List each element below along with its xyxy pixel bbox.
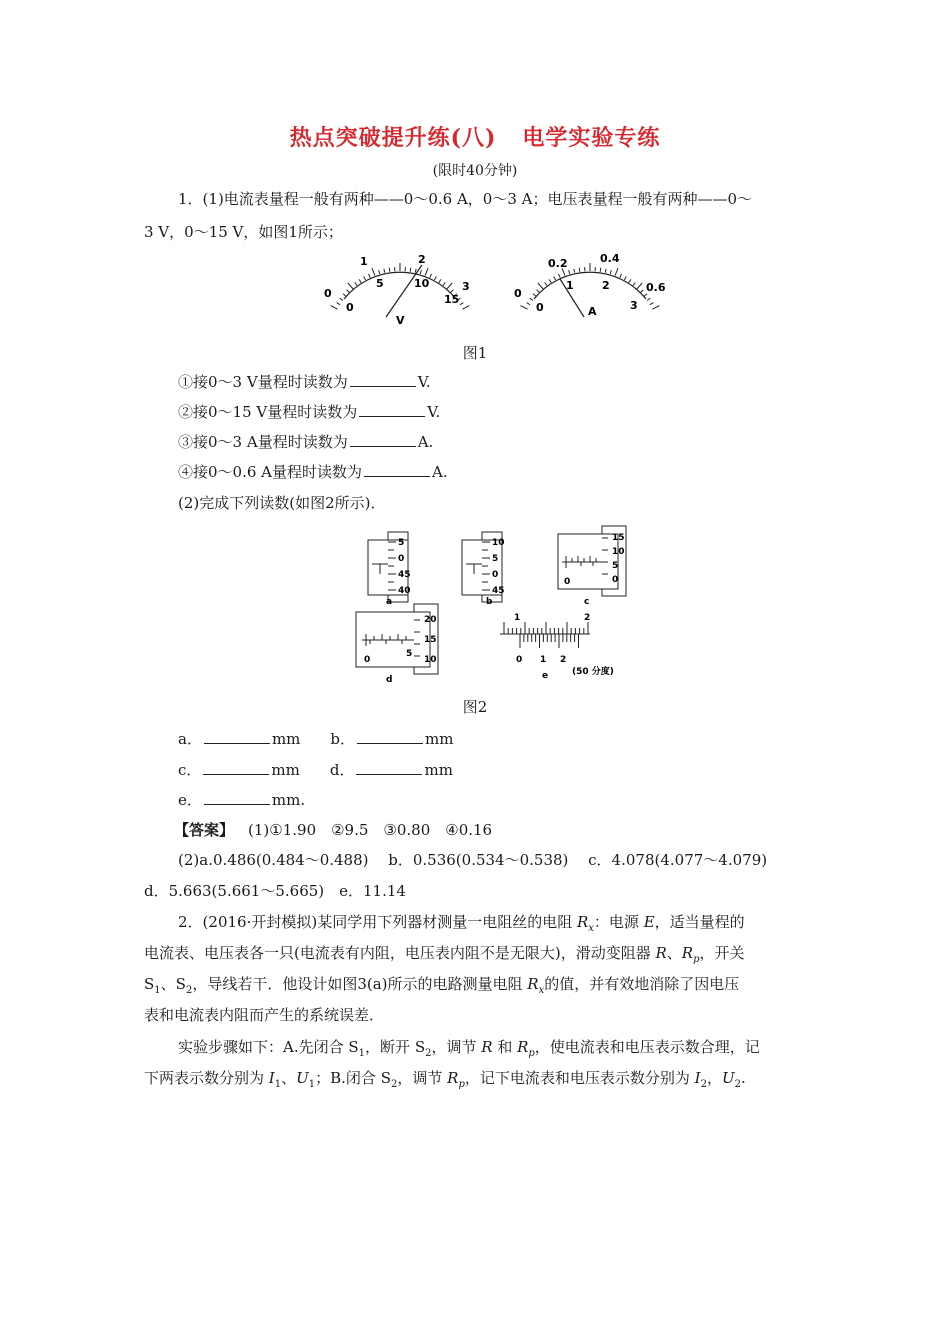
volt-top-tick-1: 1: [360, 255, 368, 268]
dial-tick: [559, 274, 561, 278]
micrometer-a-label: a: [386, 597, 393, 607]
voltmeter-dial: [324, 253, 470, 327]
svg-text:5: 5: [398, 538, 405, 548]
micrometer-b-label: b: [486, 597, 493, 607]
dial-tick: [530, 298, 533, 300]
svg-text:0: 0: [364, 655, 371, 665]
dial-tick: [624, 277, 626, 281]
dial-tick: [379, 270, 380, 274]
q2-line-1: 2．(2016·开封模拟)某同学用下列器材测量一电阻丝的电阻 $R_x$：电源 E，适当量程的: [178, 913, 745, 934]
dial-tick: [460, 303, 463, 305]
dial-tick: [434, 277, 436, 281]
svg-text:5: 5: [406, 649, 413, 659]
dial-tick: [605, 269, 606, 273]
dial-tick: [410, 268, 411, 272]
q2-line-5: 实验步骤如下：A.先闭合 $S_1$，断开 $S_2$，调节 R 和 $R_p$，使电流表和电压表示数合理，记: [178, 1038, 760, 1059]
svg-text:0: 0: [612, 575, 619, 585]
dial-tick: [650, 303, 653, 305]
volt-top-tick-3: 3: [462, 280, 470, 293]
answer-blank-4[interactable]: [364, 462, 430, 477]
answer-blank-a[interactable]: [204, 729, 270, 744]
dial-tick: [637, 283, 642, 289]
answer-blank-2[interactable]: [359, 402, 425, 417]
volt-unit: V: [396, 314, 405, 327]
svg-text:1: 1: [514, 613, 521, 623]
amp-bottom-tick-0: 0: [536, 301, 544, 314]
figure-1-caption: 图1: [462, 344, 488, 362]
svg-text:10: 10: [492, 538, 505, 548]
dial-tick: [364, 277, 366, 281]
svg-text:45: 45: [492, 586, 505, 596]
amp-bottom-tick-3: 3: [630, 299, 638, 312]
dial-tick: [647, 298, 650, 300]
svg-text:10: 10: [612, 547, 625, 557]
dial-tick: [527, 303, 530, 305]
dial-tick: [347, 290, 350, 293]
title-main: 热点突破提升练(八): [289, 125, 497, 151]
volt-bottom-tick-10: 10: [414, 277, 430, 290]
volt-top-tick-2: 2: [418, 253, 426, 266]
micrometer-c: [558, 526, 626, 607]
dial-tick: [537, 290, 540, 293]
q1-intro-line2: 3 V，0～15 V，如图1所示；: [144, 223, 343, 241]
micrometer-c-label: c: [584, 597, 590, 607]
dial-tick: [620, 274, 622, 278]
page-title: [0, 121, 950, 152]
figure-2-caption: 图2: [462, 698, 488, 716]
micrometer-b: [462, 532, 505, 607]
dial-tick: [615, 268, 618, 275]
svg-text:5: 5: [612, 561, 619, 571]
dial-tick: [430, 274, 432, 278]
dial-tick: [355, 283, 358, 286]
volt-bottom-tick-5: 5: [376, 277, 384, 290]
volt-bottom-tick-0: 0: [346, 301, 354, 314]
answer-line-1: 【答案】 (1)①1.90 ②9.5 ③0.80 ④0.16: [174, 821, 493, 839]
svg-text:2: 2: [584, 613, 591, 623]
svg-text:40: 40: [398, 586, 411, 596]
dial-tick: [340, 298, 343, 300]
dial-tick: [644, 294, 647, 297]
dial-tick: [337, 303, 340, 305]
dial-tick: [331, 306, 338, 310]
dial-tick: [425, 268, 428, 275]
amp-top-tick-0: 0: [514, 287, 522, 300]
blank-row-e: e． mm.: [178, 791, 306, 809]
caliper-e-note: (50 分度): [572, 667, 614, 677]
dial-tick: [462, 306, 469, 310]
dial-tick: [343, 294, 346, 297]
time-limit: (限时40分钟): [432, 163, 518, 179]
svg-text:0: 0: [564, 577, 571, 587]
svg-text:2: 2: [560, 655, 567, 665]
answer-blank-c[interactable]: [203, 760, 269, 775]
svg-text:20: 20: [424, 615, 437, 625]
answer-blank-3[interactable]: [350, 432, 416, 447]
dial-tick: [600, 268, 601, 272]
svg-text:15: 15: [612, 533, 625, 543]
q1-item-2: ②接0～15 V量程时读数为 V.: [178, 403, 441, 421]
dial-tick: [574, 269, 575, 273]
answer-blank-1[interactable]: [350, 372, 416, 387]
figure-1-meters: [310, 245, 680, 335]
svg-text:0: 0: [398, 554, 405, 564]
q1-item-1: ①接0～3 V量程时读数为 V.: [178, 373, 431, 391]
answer-tag: 【答案】: [174, 821, 235, 839]
figure-2-instruments: [350, 522, 640, 687]
dial-tick: [521, 306, 528, 310]
svg-text:45: 45: [398, 570, 411, 580]
q1-item-3: ③接0～3 A量程时读数为 A.: [178, 433, 434, 451]
blank-row-ab: a． mm b． mm: [178, 730, 454, 748]
amp-top-tick-02: 0.2: [548, 257, 568, 270]
dial-tick: [533, 294, 536, 297]
svg-text:5: 5: [492, 554, 499, 564]
dial-tick: [348, 283, 353, 289]
dial-tick: [359, 279, 361, 282]
dial-tick: [569, 270, 570, 274]
q2-line-6: 下两表示数分别为 $I_1$、$U_1$；B.闭合 $S_2$，调节 $R_p$，记下电流表和电压表示数分别为 $I_2$，$U_2$.: [144, 1069, 746, 1090]
volt-top-tick-0: 0: [324, 287, 332, 300]
micrometer-d-label: d: [386, 675, 393, 685]
q2-line-3: $S_1$、$S_2$，导线若干．他设计如图3(a)所示的电路测量电阻 $R_x$的值，并有效地消除了因电压: [144, 975, 740, 996]
amp-bottom-tick-1: 1: [566, 279, 574, 292]
dial-tick: [420, 270, 421, 274]
dial-tick: [652, 306, 659, 310]
vernier-caliper-e: [500, 613, 614, 681]
svg-text:1: 1: [540, 655, 547, 665]
svg-text:10: 10: [424, 655, 437, 665]
answer-blank-e[interactable]: [204, 790, 270, 805]
answer-blank-d[interactable]: [356, 760, 422, 775]
dial-tick: [633, 283, 636, 286]
volt-bottom-tick-15: 15: [444, 293, 460, 306]
dial-tick: [579, 268, 580, 272]
amp-top-tick-06: 0.6: [646, 281, 666, 294]
dial-tick: [389, 268, 390, 272]
dial-tick: [439, 279, 441, 282]
dial-tick: [629, 279, 631, 282]
dial-tick: [372, 268, 375, 275]
blank-row-cd: c． mm d． mm: [178, 761, 453, 779]
dial-tick: [554, 277, 556, 281]
micrometer-a: [368, 532, 411, 607]
svg-text:15: 15: [424, 635, 437, 645]
micrometer-d: [356, 604, 438, 685]
svg-text:0: 0: [516, 655, 523, 665]
ammeter-dial: [514, 252, 666, 318]
amp-bottom-tick-2: 2: [602, 279, 610, 292]
amp-top-tick-04: 0.4: [600, 252, 620, 265]
answer-line-3: d．5.663(5.661～5.665) e．11.14: [144, 882, 406, 900]
svg-text:0: 0: [492, 570, 499, 580]
q1-intro-line1: 1．(1)电流表量程一般有两种——0～0.6 A，0～3 A；电压表量程一般有两种——0～: [178, 190, 753, 208]
dial-tick: [549, 279, 551, 282]
answer-blank-b[interactable]: [357, 729, 423, 744]
q2-line-2: 电流表、电压表各一只(电流表有内阻，电压表内阻不是无限大)，滑动变阻器 R、$R_p$，开关: [144, 944, 745, 965]
dial-tick: [369, 274, 371, 278]
dial-tick: [538, 283, 543, 289]
amp-unit: A: [588, 305, 597, 318]
answer-line-2: (2)a.0.486(0.484～0.488) b．0.536(0.534～0.538) c．4.078(4.077～4.079): [178, 851, 768, 869]
dial-tick: [415, 269, 416, 273]
q1-part2: (2)完成下列读数(如图2所示)．: [178, 494, 386, 512]
dial-tick: [545, 283, 548, 286]
dial-tick: [610, 270, 611, 274]
dial-tick: [641, 290, 644, 293]
q2-line-4: 表和电流表内阻而产生的系统误差．: [144, 1006, 385, 1024]
dial-tick: [447, 283, 452, 289]
dial-tick: [384, 269, 385, 273]
dial-tick: [443, 283, 446, 286]
q1-item-4: ④接0～0.6 A量程时读数为 A.: [178, 463, 448, 481]
caliper-e-label: e: [542, 671, 549, 681]
title-sub: 电学实验专练: [522, 125, 661, 151]
